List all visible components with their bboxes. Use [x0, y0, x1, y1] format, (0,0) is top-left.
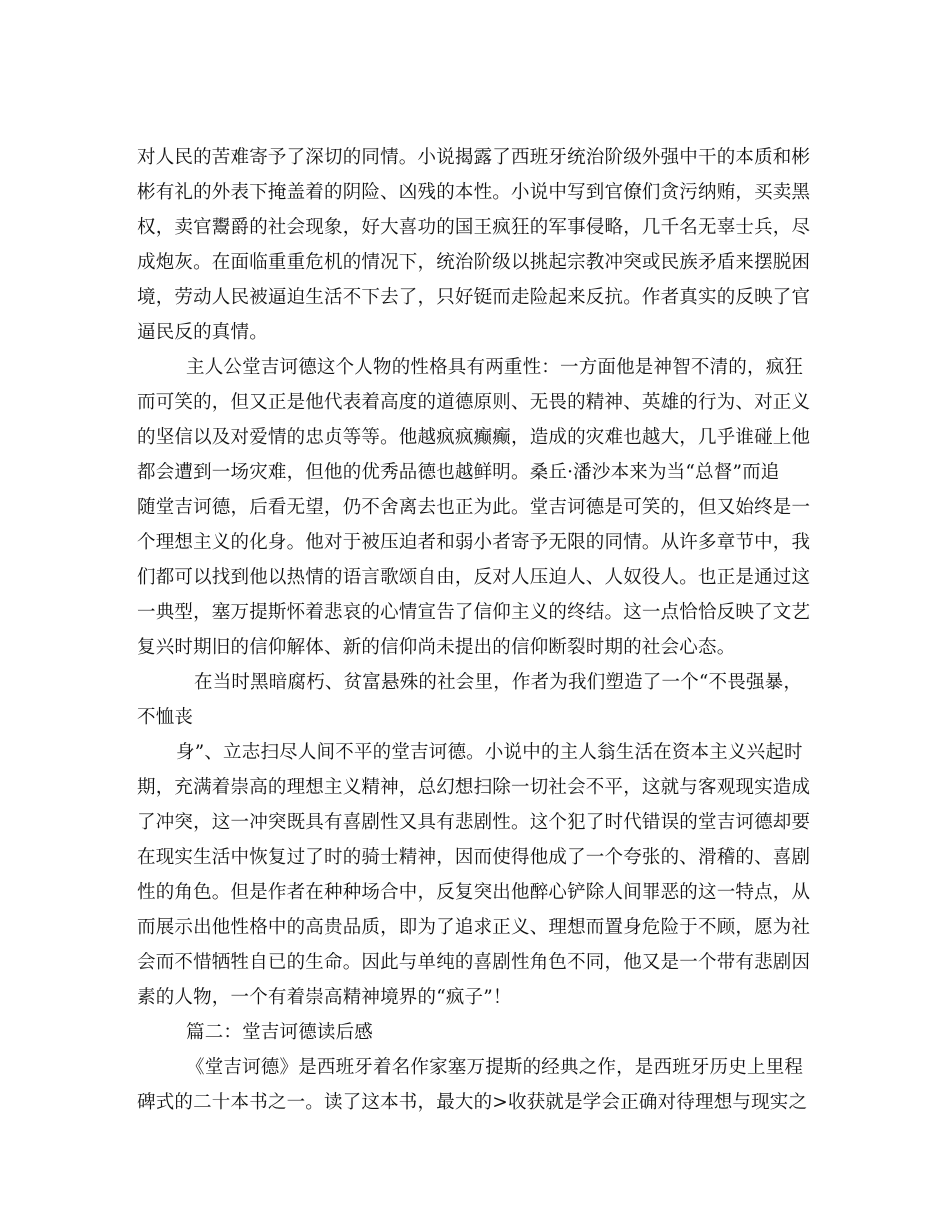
body-text-line: 都会遭到一场灾难，但他的优秀品德也越鲜明。桑丘·潘沙本来为当“总督”而追	[137, 462, 780, 483]
body-text-line: 身”、立志扫尽人间不平的堂吉诃德。小说中的主人翁生活在资本主义兴起时	[176, 742, 803, 763]
body-text-line: 境，劳动人民被逼迫生活不下去了，只好铤而走险起来反抗。作者真实的反映了官	[137, 287, 811, 308]
paragraph-first-line: 主人公堂吉诃德这个人物的性格具有两重性：一方面他是神智不清的，疯狂	[186, 357, 804, 378]
body-text-line: 成炮灰。在面临重重危机的情况下，统治阶级以挑起宗教冲突或民族矛盾来摆脱困	[137, 252, 811, 273]
body-text-line: 而展示出他性格中的高贵品质，即为了追求正义、理想而置身危险于不顾，愿为社	[137, 917, 811, 938]
body-text-line: 随堂吉诃德，后看无望，仍不舍离去也正为此。堂吉诃德是可笑的，但又始终是一	[137, 497, 811, 518]
body-text-line: 复兴时期旧的信仰解体、新的信仰尚未提出的信仰断裂时期的社会心态。	[137, 637, 736, 658]
body-text-line: 个理想主义的化身。他对于被压迫者和弱小者寄予无限的同情。从许多章节中，我	[137, 532, 811, 553]
body-text-line: 们都可以找到他以热情的语言歌颂自由，反对人压迫人、人奴役人。也正是通过这	[137, 567, 811, 588]
body-text-line: 而可笑的，但又正是他代表着高度的道德原则、无畏的精神、英雄的行为、对正义	[137, 392, 811, 413]
body-text-line: 素的人物，一个有着崇高精神境界的“疯子”！	[137, 987, 512, 1008]
body-text-line: 一典型，塞万提斯怀着悲哀的心情宣告了信仰主义的终结。这一点恰恰反映了文艺	[137, 602, 811, 623]
paragraph-first-line: 在当时黑暗腐朽、贫富悬殊的社会里，作者为我们塑造了一个“不畏强暴，	[194, 672, 803, 693]
body-text-line: 在现实生活中恢复过了时的骑士精神，因而使得他成了一个夸张的、滑稽的、喜剧	[137, 847, 811, 868]
body-text-line: 权，卖官鬻爵的社会现象，好大喜功的国王疯狂的军事侵略，几千名无辜士兵，尽	[137, 217, 811, 238]
body-text-line: 逼民反的真情。	[137, 322, 268, 343]
body-text-line: 的坚信以及对爱情的忠贞等等。他越疯疯癫癫，造成的灾难也越大，几乎谁碰上他	[137, 427, 811, 448]
body-text-line: 对人民的苦难寄予了深切的同情。小说揭露了西班牙统治阶级外强中干的本质和彬	[137, 147, 811, 168]
section-heading: 篇二：堂吉诃德读后感	[186, 1022, 374, 1043]
body-text-line: 会而不惜牺牲自已的生命。因此与单纯的喜剧性角色不同，他又是一个带有悲剧因	[137, 952, 811, 973]
body-text-line: 期，充满着崇高的理想主义精神，总幻想扫除一切社会不平，这就与客观现实造成	[137, 777, 811, 798]
body-text-line: 了冲突，这一冲突既具有喜剧性又具有悲剧性。这个犯了时代错误的堂吉诃德却要	[137, 812, 811, 833]
body-text-line: 不恤丧	[137, 707, 194, 728]
paragraph-first-line: 《堂吉诃德》是西班牙着名作家塞万提斯的经典之作，是西班牙历史上里程	[186, 1057, 804, 1078]
body-text-line: 性的角色。但是作者在种种场合中，反复突出他醉心铲除人间罪恶的这一特点，从	[137, 882, 811, 903]
body-text-line: 彬有礼的外表下掩盖着的阴险、凶残的本性。小说中写到官僚们贪污纳贿，买卖黑	[137, 182, 811, 203]
body-text-line: 碑式的二十本书之一。读了这本书，最大的>收获就是学会正确对待理想与现实之	[137, 1092, 808, 1113]
